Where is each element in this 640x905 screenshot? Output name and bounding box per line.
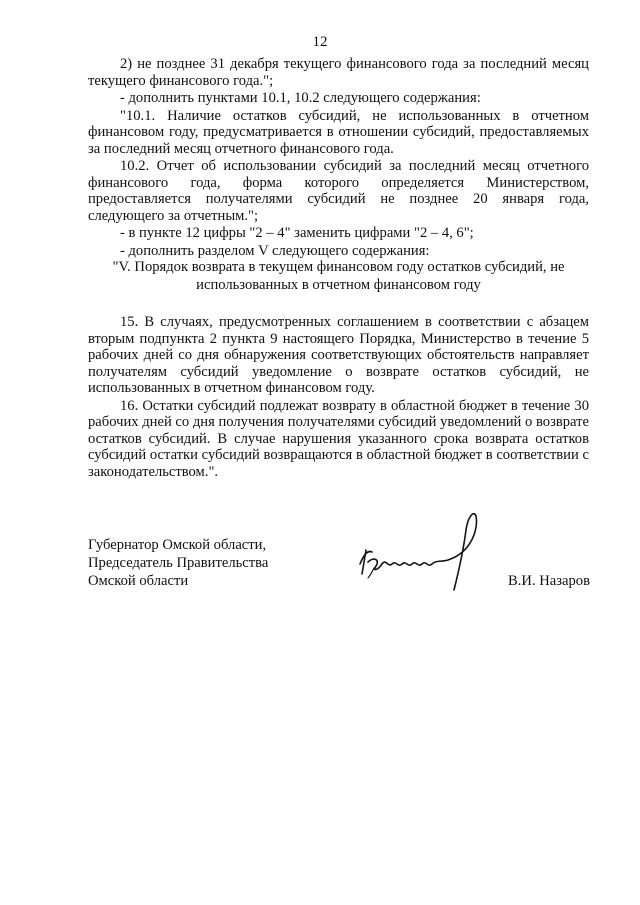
position-line: Губернатор Омской области, [88,537,267,553]
paragraph: 2) не позднее 31 декабря текущего финансового года за последний месяц текущего финансового года."; [88,56,589,89]
position-line: Омской области [88,573,189,589]
position-line: Председатель Правительства [88,555,269,571]
paragraph: - в пункте 12 цифры "2 – 4" заменить цифрами "2 – 4, 6"; [120,225,474,241]
document-body [88,56,589,480]
paragraph: - дополнить пунктами 10.1, 10.2 следующего содержания: [120,90,481,106]
paragraph: 10.2. Отчет об использовании субсидий за последний месяц отчетного финансового года, форма которого определяется Министерством, предоставляется получателями субсидий не позднее 20 января года, следующего за отчетным."; [88,158,589,224]
signature-block [88,536,590,596]
signatory-position [88,536,268,590]
handwritten-signature-icon [350,506,500,596]
paragraph: 16. Остатки субсидий подлежат возврату в областной бюджет в течение 30 рабочих дней со дня получения получателями субсидий уведомлений о возврате остатков субсидий. В случае нарушения указанного срока возврата остатков субсидий остатки субсидий возвращаются в областной бюджет в соответствии с законодательством.". [88,397,589,480]
paragraph: - дополнить разделом V следующего содержания: [120,242,430,259]
paragraph: "10.1. Наличие остатков субсидий, не использованных в отчетном финансовом году, предусматривается в отношении субсидий, предоставляемых за последний месяц отчетного финансового года. [88,107,589,157]
page-number: 12 [312,34,328,50]
section-heading [88,259,589,294]
spacer [88,294,589,314]
paragraph: 15. В случаях, предусмотренных соглашением в соответствии с абзацем вторым подпункта 2 пункта 9 настоящего Порядка, Министерство в течение 5 рабочих дней со дня обнаружения соответствующих обстоятельств направляет получателям субсидий уведомление о возврате остатков субсидий, не использованных в отчетном финансовом году. [88,314,589,396]
signatory-name: В.И. Назаров [508,573,590,589]
section-title-line: использованных в отчетном финансовом году [196,276,481,293]
section-title-line: "V. Порядок возврата в текущем финансовом году остатков субсидий, не [112,259,565,275]
